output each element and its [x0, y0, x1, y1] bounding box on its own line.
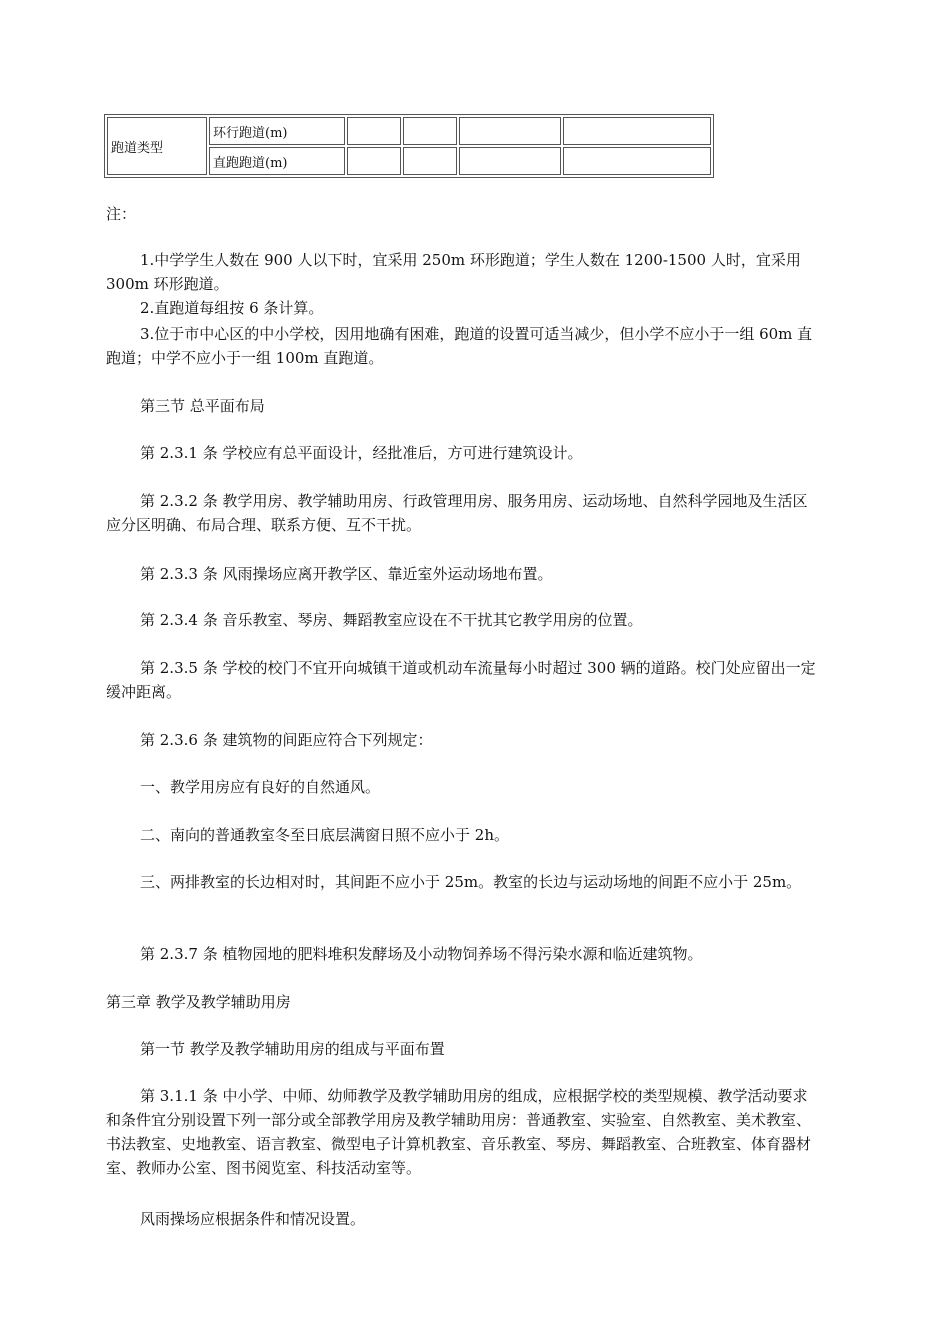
- chapter-heading: 第三章 教学及教学辅助用房: [106, 993, 291, 1011]
- note-item: 2.直跑道每组按 6 条计算。: [140, 299, 324, 317]
- row-label-cell: 环行跑道(m): [209, 117, 345, 145]
- table-cell: [403, 147, 457, 175]
- runway-table: [104, 114, 714, 178]
- article: 第 2.3.7 条 植物园地的肥料堆积发酵场及小动物饲养场不得污染水源和临近建筑物。: [140, 945, 703, 963]
- article: 第 2.3.4 条 音乐教室、琴房、舞蹈教室应设在不干扰其它教学用房的位置。: [140, 611, 643, 629]
- article: 第 2.3.3 条 风雨操场应离开教学区、靠近室外运动场地布置。: [140, 565, 553, 583]
- table-cell: [459, 147, 561, 175]
- article: 第 2.3.1 条 学校应有总平面设计，经批准后，方可进行建筑设计。: [140, 444, 583, 462]
- note-title: 注：: [106, 205, 137, 223]
- note-item: 3.位于市中心区的中小学校，因用地确有困难，跑道的设置可适当减少，但小学不应小于一组 60m 直跑道；中学不应小于一组 100m 直跑道。: [106, 325, 813, 367]
- table-row: [107, 117, 711, 145]
- article: 第 2.3.5 条 学校的校门不宜开向城镇干道或机动车流量每小时超过 300 辆的道路。校门处应留出一定缓冲距离。: [106, 659, 816, 701]
- table-cell: [347, 117, 401, 145]
- note-item: 1.中学学生人数在 900 人以下时，宜采用 250m 环形跑道；学生人数在 1200-1500 人时，宜采用 300m 环形跑道。: [106, 251, 801, 293]
- article: 第 2.3.6 条 建筑物的间距应符合下列规定：: [140, 731, 433, 749]
- article: 第 3.1.1 条 中小学、中师、幼师教学及教学辅助用房的组成，应根据学校的类型规模、教学活动要求和条件宜分别设置下列一部分或全部教学用房及教学辅助用房：普通教室、实验室、自然教室、美术教室、书法教室、史地教室、语言教室、微型电子计算机教室、音乐教室、琴房、舞蹈教室、合班教室、体育器材室、教师办公室、图书阅览室、科技活动室等。: [106, 1087, 812, 1177]
- section-heading: 第三节 总平面布局: [140, 397, 265, 415]
- table-cell: [563, 147, 711, 175]
- table-cell: [347, 147, 401, 175]
- section-heading: 第一节 教学及教学辅助用房的组成与平面布置: [140, 1040, 445, 1058]
- article: 第 2.3.2 条 教学用房、教学辅助用房、行政管理用房、服务用房、运动场地、自然科学园地及生活区应分区明确、布局合理、联系方便、互不干扰。: [106, 492, 808, 534]
- table-cell: [403, 117, 457, 145]
- list-item: 二、南向的普通教室冬至日底层满窗日照不应小于 2h。: [140, 826, 509, 844]
- paragraph: 风雨操场应根据条件和情况设置。: [140, 1210, 366, 1228]
- row-label-cell: 直跑跑道(m): [209, 147, 345, 175]
- list-item: 一、教学用房应有良好的自然通风。: [140, 778, 381, 796]
- list-item: 三、两排教室的长边相对时，其间距不应小于 25m。教室的长边与运动场地的间距不应小于 25m。: [140, 873, 802, 891]
- table-cell: [459, 117, 561, 145]
- table-cell: [563, 117, 711, 145]
- row-header-cell: 跑道类型: [107, 117, 207, 175]
